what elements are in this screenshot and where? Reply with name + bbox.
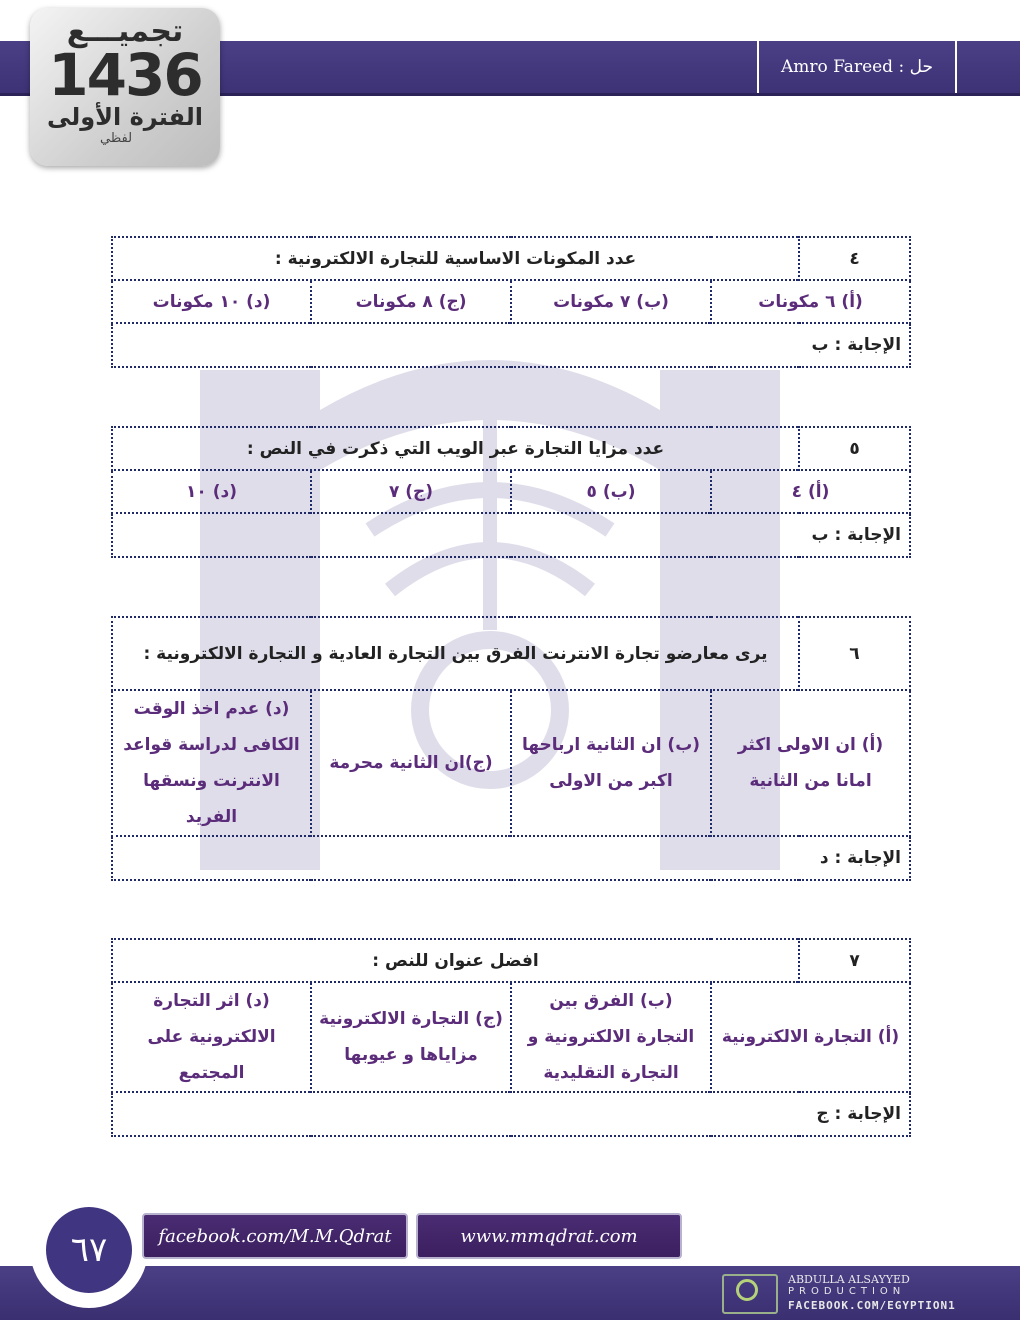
collection-logo: [30, 8, 220, 166]
option-a: (أ) ٦ مكونات: [711, 280, 910, 323]
option-a: (أ) ٤: [711, 470, 910, 513]
studio-name: ABDULLA ALSAYYED: [788, 1273, 910, 1286]
question-stem: عدد المكونات الاساسية للتجارة الالكترونية :: [112, 237, 799, 280]
lens-icon: [736, 1279, 758, 1301]
option-d: (د) عدم اخذ الوقت الكافى لدراسة قواعد الانترنت ونسقها الفريد: [112, 690, 311, 836]
answer-line: الإجابة : ب: [112, 513, 910, 557]
solver-credit: [757, 41, 957, 93]
option-c: (ج)ان الثانية محرمة: [311, 690, 511, 836]
studio-facebook[interactable]: FACEBOOK.COM/EGYPTION1: [788, 1299, 956, 1312]
option-b: (ب) ان الثانية ارباحها اكبر من الاولى: [511, 690, 711, 836]
question-number: ٦: [799, 617, 910, 690]
option-b: (ب) ٥: [511, 470, 711, 513]
solver-name: Amro Fareed: [781, 57, 894, 77]
solver-label: حل :: [898, 57, 933, 77]
answer-line: الإجابة : ب: [112, 323, 910, 367]
website-link[interactable]: www.mmqdrat.com: [416, 1213, 682, 1259]
option-a: (أ) ان الاولى اكثر امانا من الثانية: [711, 690, 910, 836]
question-number: ٥: [799, 427, 910, 470]
option-d: (د) ١٠ مكونات: [112, 280, 311, 323]
question-stem: افضل عنوان للنص :: [112, 939, 799, 982]
question-number: ٧: [799, 939, 910, 982]
page-number: ٦٧: [46, 1207, 132, 1293]
studio-production: PRODUCTION: [788, 1286, 906, 1297]
question-block-4: [111, 236, 911, 368]
logo-line-3: الفترة الأولى: [46, 103, 204, 131]
option-c: (ج) التجارة الالكترونية مزاياها و عيوبها: [311, 982, 511, 1092]
facebook-link[interactable]: facebook.com/M.M.Qdrat: [142, 1213, 408, 1259]
question-block-6: [111, 616, 911, 881]
option-d: (د) ١٠: [112, 470, 311, 513]
logo-line-4: لفظي: [100, 131, 133, 146]
question-block-5: [111, 426, 911, 558]
option-b: (ب) الفرق بين التجارة الالكترونية و التجارة التقليدية: [511, 982, 711, 1092]
answer-line: الإجابة : د: [112, 836, 910, 880]
question-block-7: [111, 938, 911, 1137]
option-b: (ب) ٧ مكونات: [511, 280, 711, 323]
option-c: (ج) ٨ مكونات: [311, 280, 511, 323]
option-a: (أ) التجارة الالكترونية: [711, 982, 910, 1092]
question-stem: عدد مزايا التجارة عبر الويب التي ذكرت في النص :: [112, 427, 799, 470]
question-stem: يرى معارضو تجارة الانترنت الفرق بين التجارة العادية و التجارة الالكترونية :: [112, 617, 799, 690]
option-d: (د) اثر التجارة الالكترونية على المجتمع: [112, 982, 311, 1092]
question-number: ٤: [799, 237, 910, 280]
answer-line: الإجابة : ج: [112, 1092, 910, 1136]
logo-line-1: تجميـــع: [66, 14, 184, 49]
option-c: (ج) ٧: [311, 470, 511, 513]
logo-year: 1436: [48, 41, 202, 109]
studio-credit: [716, 1271, 1016, 1317]
